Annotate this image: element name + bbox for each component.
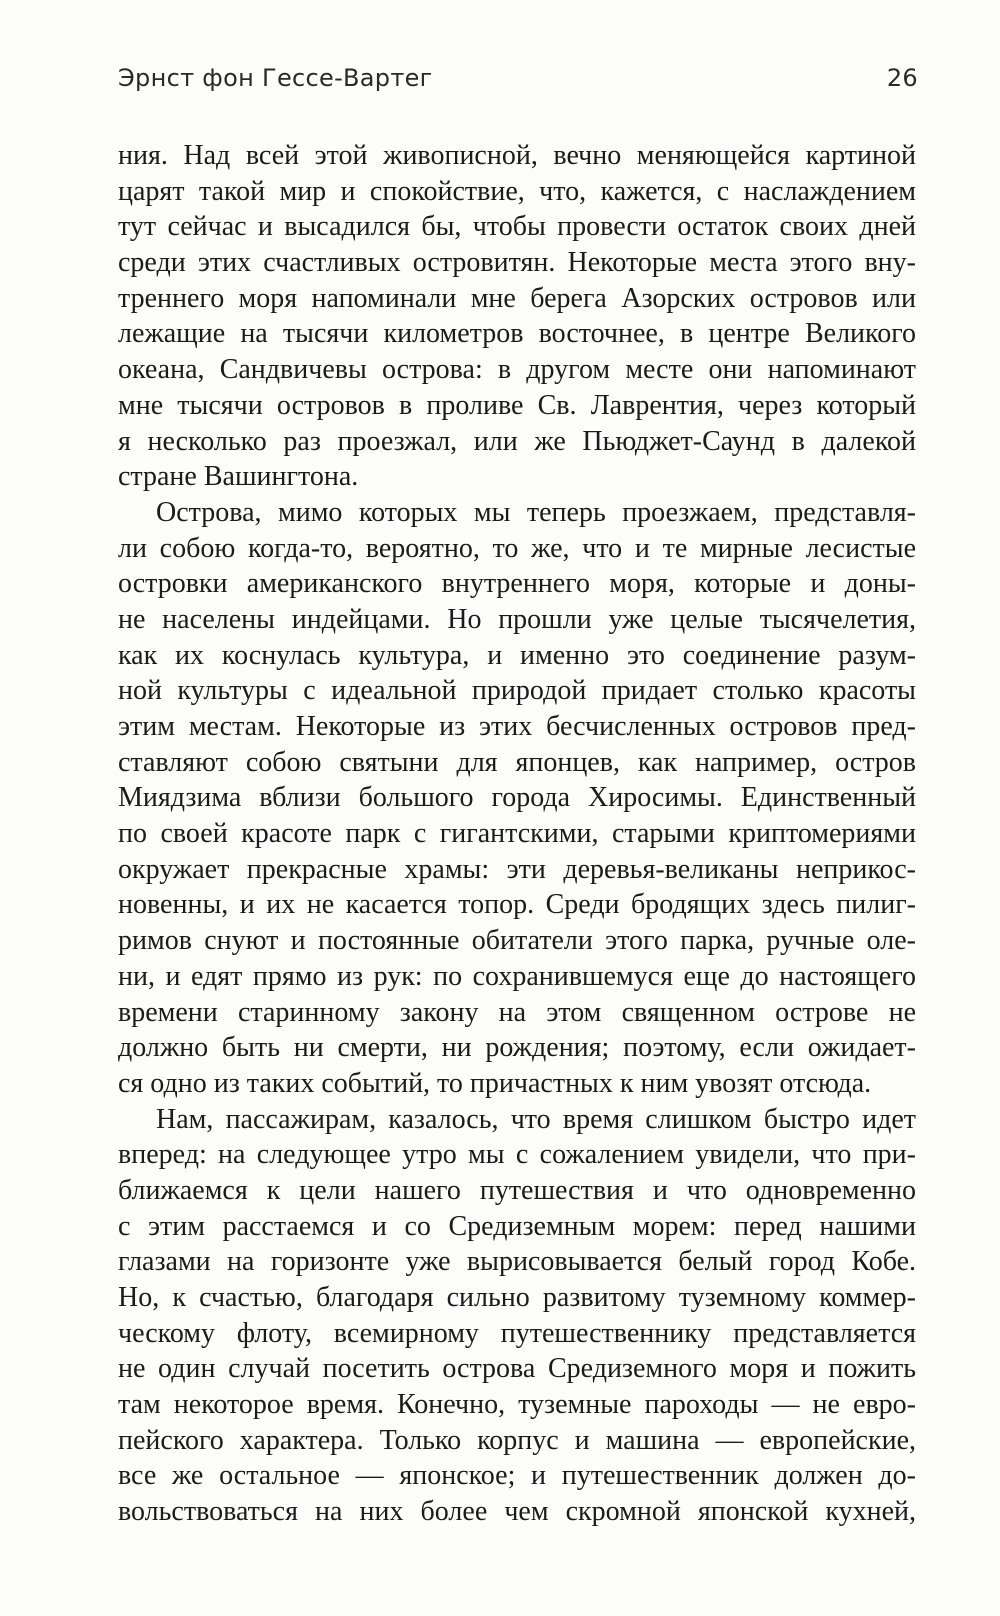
- text-line: должно быть ни смерти, ни рождения; поэтому, если ожидает-: [118, 1032, 916, 1064]
- text-line: ческому флоту, всемирному путешественнику представляется: [118, 1317, 916, 1349]
- text-line: тут сейчас и высадился бы, чтобы провести остаток своих дней: [118, 211, 916, 243]
- text-line: пейского характера. Только корпус и машина — европейские,: [118, 1424, 916, 1456]
- text-line: с этим расстаемся и со Средиземным морем: перед нашими: [118, 1210, 916, 1242]
- text-line: окружает прекрасные храмы: эти деревья-великаны неприкос-: [118, 853, 916, 885]
- body-text: [118, 138, 916, 1530]
- text-line: не один случай посетить острова Средиземного моря и пожить: [118, 1353, 916, 1385]
- text-line: не населены индейцами. Но прошли уже целые тысячелетия,: [118, 603, 916, 635]
- text-line: ни, и едят прямо из рук: по сохранившемуся еще до настоящего: [118, 960, 916, 992]
- text-line: новенны, и их не касается топор. Среди бродящих здесь пилиг-: [118, 889, 916, 921]
- text-line: ния. Над всей этой живописной, вечно меняющейся картиной: [118, 140, 916, 171]
- running-head-author: Эрнст фон Гессе-Вартег: [118, 64, 433, 92]
- page-number: 26: [886, 64, 918, 92]
- text-line: ли собою когда-то, вероятно, то же, что и те мирные лесистые: [118, 532, 916, 564]
- text-line: мне тысячи островов в проливе Св. Лаврентия, через который: [118, 389, 916, 421]
- text-line: океана, Сандвичевы острова: в другом месте они напоминают: [118, 354, 916, 386]
- text-line: стране Вашингтона.: [118, 461, 359, 493]
- text-line: вольствоваться на них более чем скромной японской кухней,: [118, 1496, 916, 1528]
- text-line: вперед: на следующее утро мы с сожалением увидели, что при-: [118, 1139, 916, 1171]
- text-line: среди этих счастливых островитян. Некоторые места этого вну-: [118, 247, 916, 279]
- text-line: ближаемся к цели нашего путешествия и что одновременно: [118, 1174, 916, 1206]
- paragraph-3: [118, 1102, 916, 1530]
- paragraph-1: [118, 138, 916, 495]
- text-line: Миядзима вблизи большого города Хиросимы. Единственный: [118, 782, 916, 814]
- text-line: ставляют собою святыни для японцев, как например, остров: [118, 746, 916, 778]
- text-line: этим местам. Некоторые из этих бесчисленных островов пред-: [118, 711, 916, 742]
- text-line: там некоторое время. Конечно, туземные пароходы — не евро-: [118, 1389, 916, 1421]
- text-line: царят такой мир и спокойствие, что, кажется, с наслаждением: [118, 175, 916, 207]
- text-line: лежащие на тысячи километров восточнее, в центре Великого: [118, 318, 916, 350]
- paragraph-2: [118, 495, 916, 1102]
- text-line: все же остальное — японское; и путешественник должен до-: [118, 1460, 916, 1492]
- text-line: Но, к счастью, благодаря сильно развитому туземному коммер-: [118, 1282, 916, 1313]
- text-line: глазами на горизонте уже вырисовывается белый город Кобе.: [118, 1246, 916, 1278]
- text-line: треннего моря напоминали мне берега Азорских островов или: [118, 282, 916, 314]
- text-line: по своей красоте парк с гигантскими, старыми криптомериями: [118, 818, 916, 850]
- text-line: ся одно из таких событий, то причастных к ним увозят отсюда.: [118, 1067, 872, 1099]
- text-line: я несколько раз проезжал, или же Пьюджет-Саунд в далекой: [118, 425, 916, 457]
- text-line: римов снуют и постоянные обитатели этого парка, ручные оле-: [118, 925, 916, 957]
- running-head: [118, 64, 918, 104]
- text-line: Острова, мимо которых мы теперь проезжаем, представля-: [156, 496, 916, 528]
- text-line: времени старинному закону на этом священном острове не: [118, 996, 916, 1028]
- text-line: Нам, пассажирам, казалось, что время слишком быстро идет: [156, 1103, 916, 1135]
- text-line: ной культуры с идеальной природой придает столько красоты: [118, 675, 916, 707]
- text-line: островки американского внутреннего моря, которые и доны-: [118, 568, 916, 600]
- text-line: как их коснулась культура, и именно это соединение разум-: [118, 639, 916, 671]
